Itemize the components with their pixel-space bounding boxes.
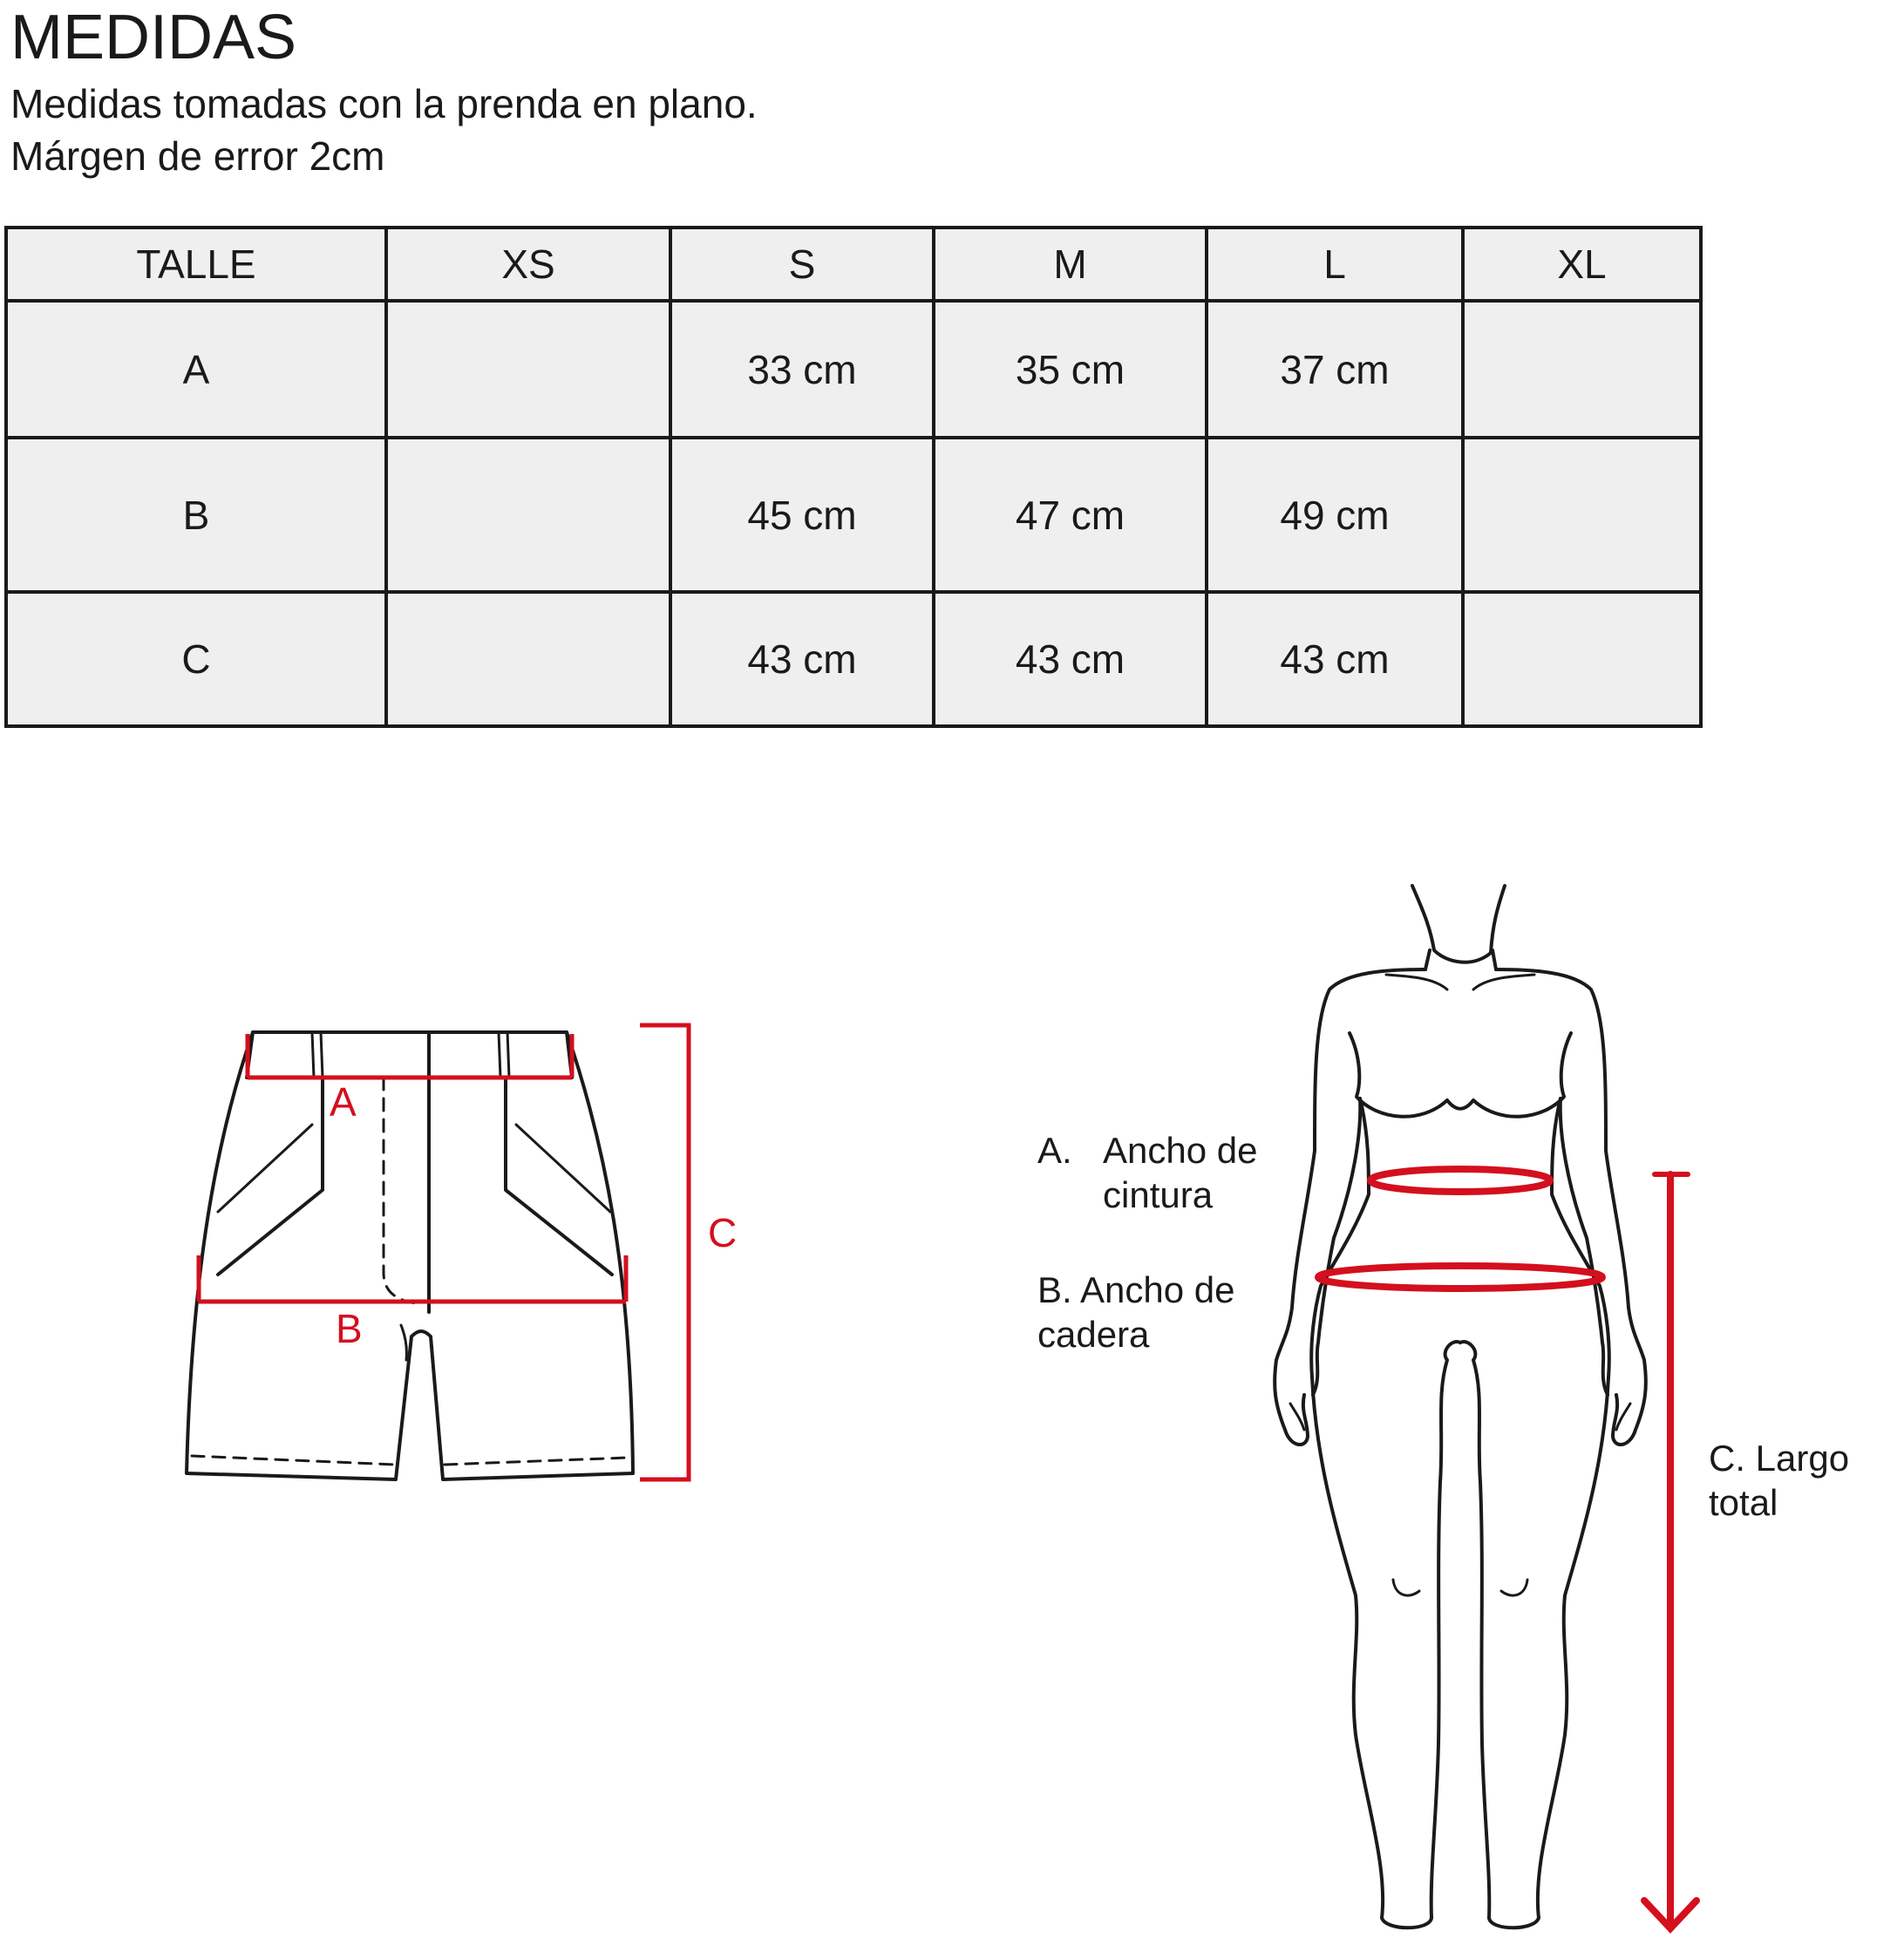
cell-m: 47 cm xyxy=(934,438,1207,592)
header-xs: XS xyxy=(386,228,670,301)
cell-l: 43 cm xyxy=(1207,592,1463,726)
cell-m: 43 cm xyxy=(934,592,1207,726)
header-s: S xyxy=(670,228,934,301)
cell-xl xyxy=(1463,592,1701,726)
cell-s: 33 cm xyxy=(670,301,934,438)
cell-xs xyxy=(386,438,670,592)
legend-b-line2: cadera xyxy=(1037,1314,1150,1355)
header-talle: TALLE xyxy=(6,228,386,301)
hip-measure-line xyxy=(199,1255,626,1302)
legend-c-line2: total xyxy=(1709,1482,1778,1523)
row-label: C xyxy=(6,592,386,726)
table-row xyxy=(6,301,1701,438)
legend-a-prefix: A. xyxy=(1037,1130,1072,1171)
waist-ring xyxy=(1370,1169,1550,1192)
size-table xyxy=(4,226,1703,728)
subtitle-flat-measure: Medidas tomadas con la prenda en plano. xyxy=(10,81,758,126)
row-label: B xyxy=(6,438,386,592)
label-b: B xyxy=(336,1306,363,1351)
hip-ring xyxy=(1318,1266,1602,1289)
header-xl: XL xyxy=(1463,228,1701,301)
length-measure-line xyxy=(640,1025,689,1479)
cell-m: 35 cm xyxy=(934,301,1207,438)
legend-a-line1: Ancho de xyxy=(1103,1130,1258,1171)
shorts-measure-lines xyxy=(199,1025,689,1479)
legend-c-line1: C. Largo xyxy=(1709,1438,1850,1479)
legend-b-line1: B. Ancho de xyxy=(1037,1269,1235,1310)
table-row xyxy=(6,592,1701,726)
cell-l: 37 cm xyxy=(1207,301,1463,438)
cell-xl xyxy=(1463,438,1701,592)
label-c: C xyxy=(708,1210,738,1255)
cell-xl xyxy=(1463,301,1701,438)
body-figure xyxy=(1275,886,1646,1928)
header-l: L xyxy=(1207,228,1463,301)
label-a: A xyxy=(330,1079,357,1125)
cell-xs xyxy=(386,592,670,726)
cell-xs xyxy=(386,301,670,438)
table-row xyxy=(6,438,1701,592)
shorts-sketch xyxy=(187,1032,633,1479)
subtitle-error-margin: Márgen de error 2cm xyxy=(10,133,385,179)
legend-a-line2: cintura xyxy=(1103,1174,1214,1215)
page-title: MEDIDAS xyxy=(10,3,297,72)
header-m: M xyxy=(934,228,1207,301)
total-length-arrow xyxy=(1644,1174,1697,1928)
body-measure-rings xyxy=(1318,1169,1602,1289)
table-header-row xyxy=(6,228,1701,301)
cell-s: 45 cm xyxy=(670,438,934,592)
row-label: A xyxy=(6,301,386,438)
cell-l: 49 cm xyxy=(1207,438,1463,592)
cell-s: 43 cm xyxy=(670,592,934,726)
